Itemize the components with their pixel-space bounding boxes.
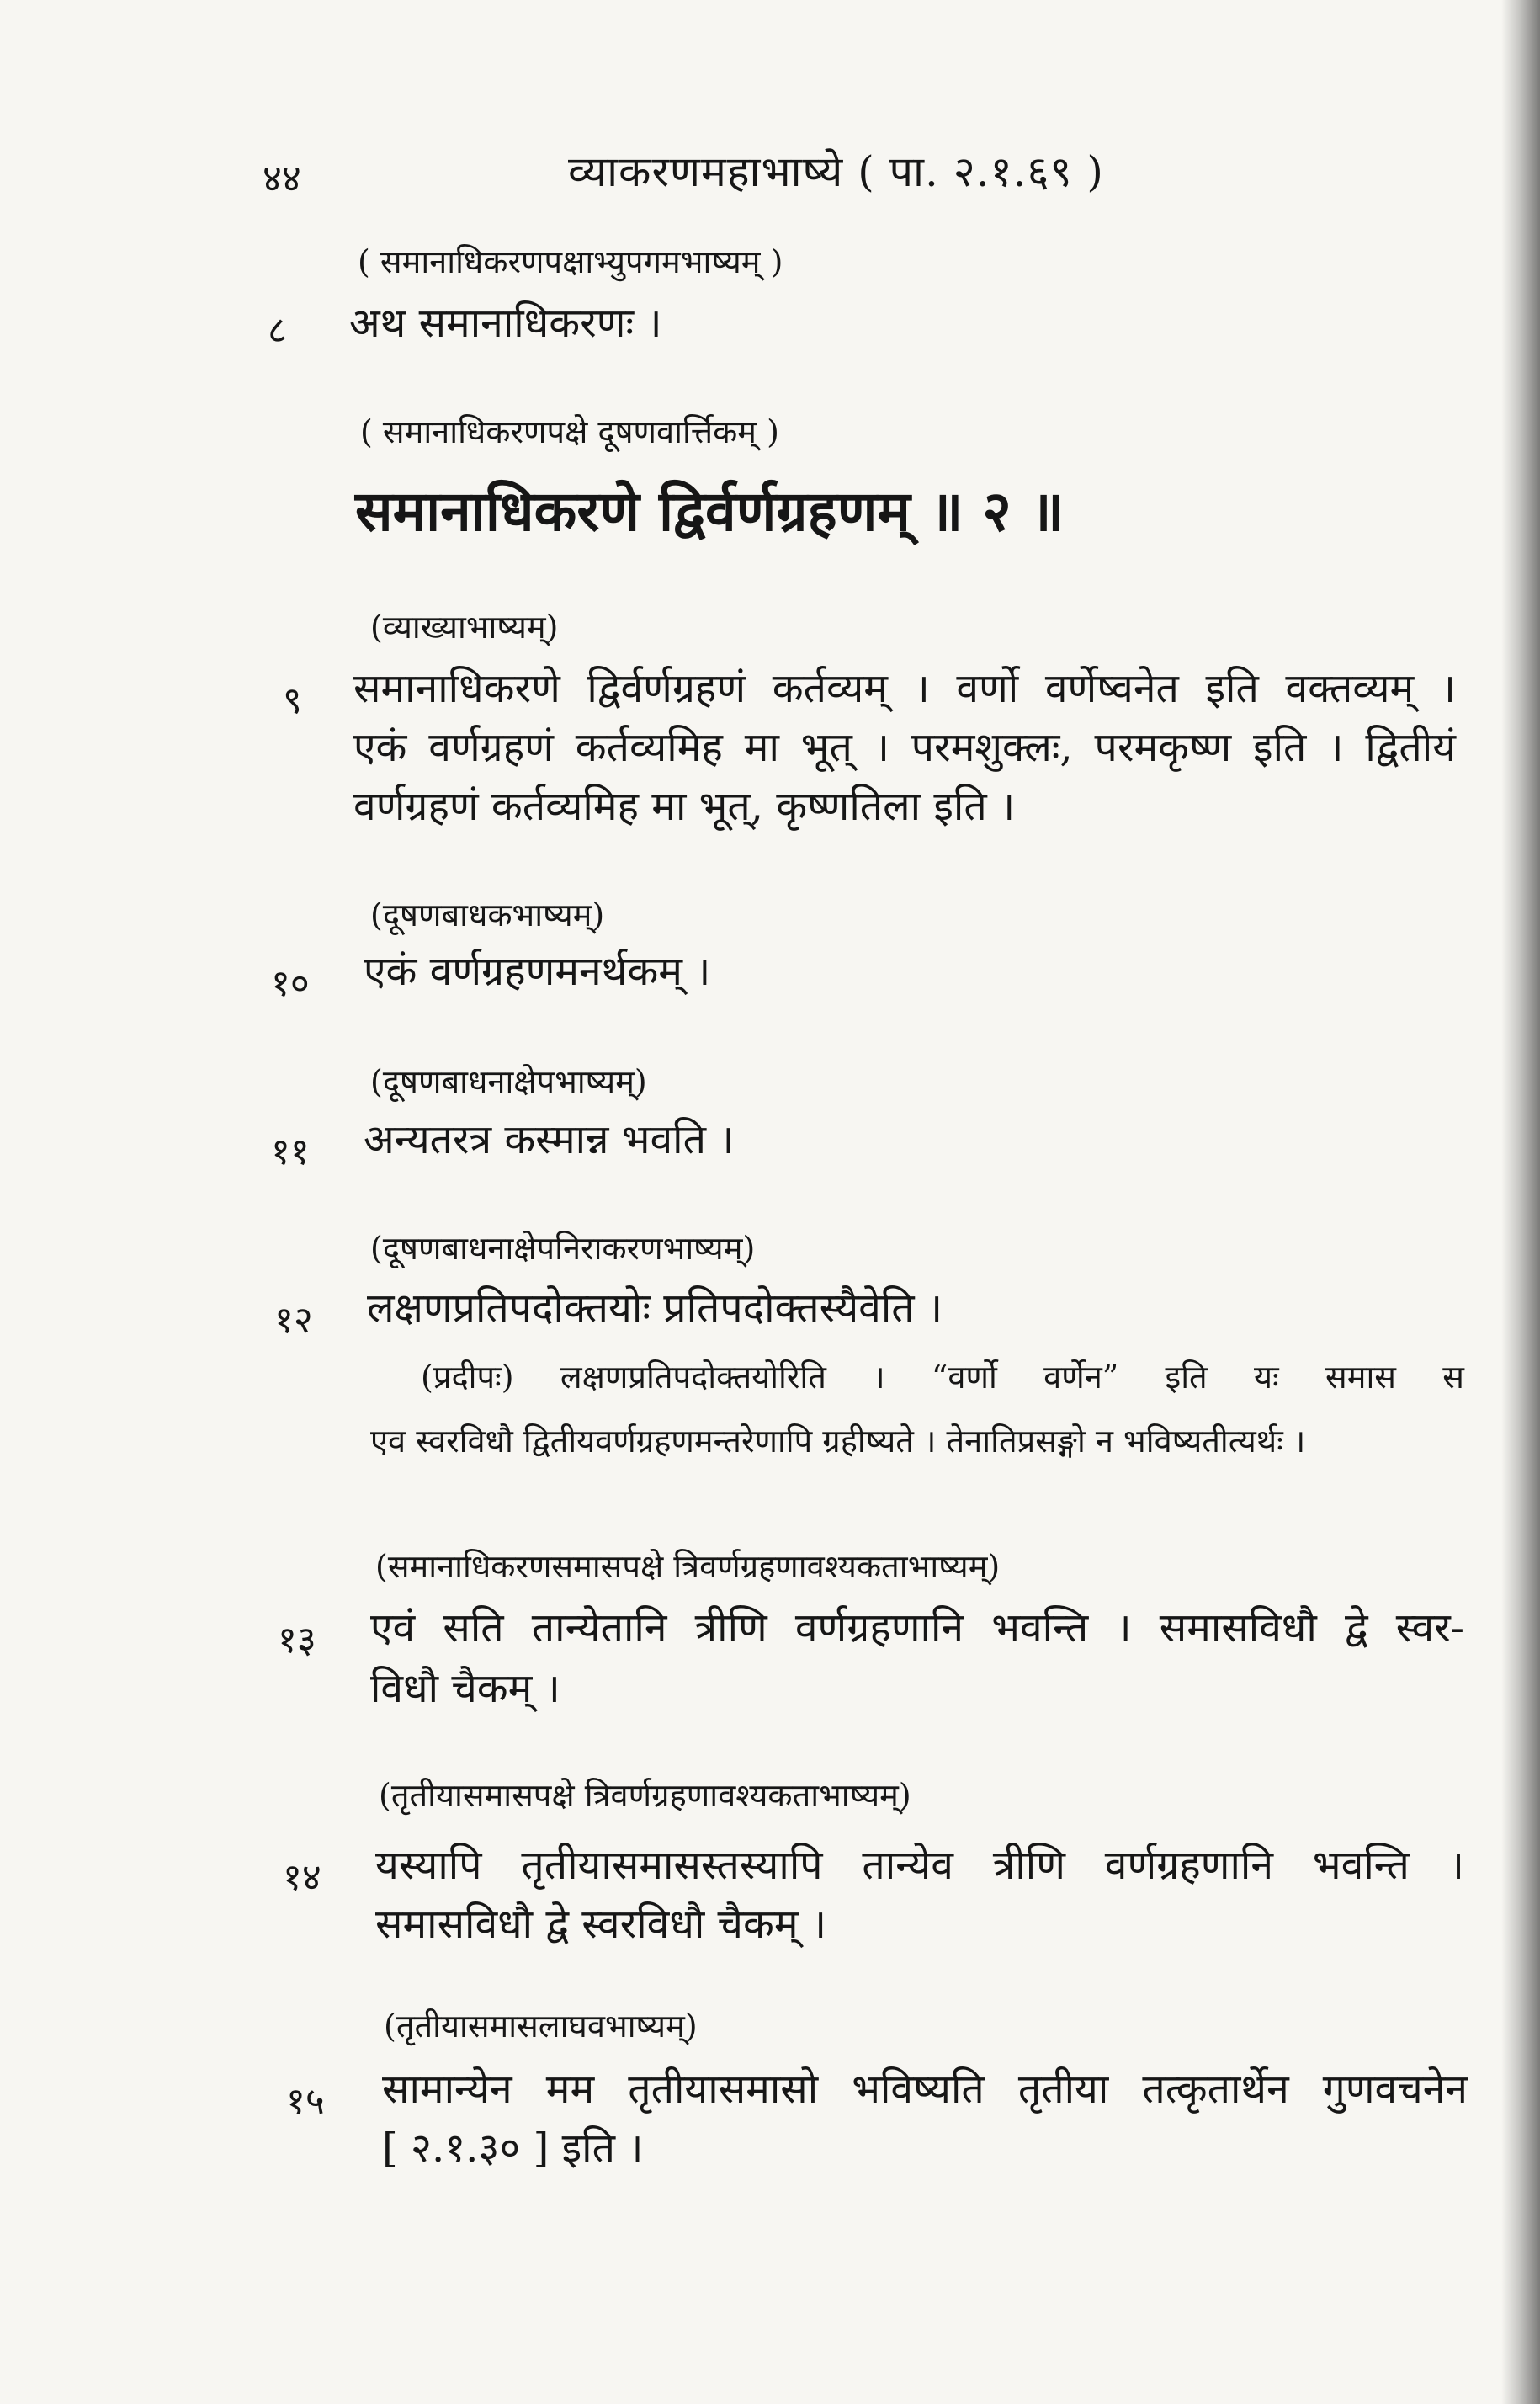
- page-spine-shadow: [1501, 0, 1540, 2404]
- vartika-text: समानाधिकरणे द्विर्वर्णग्रहणम् ॥ २ ॥: [355, 478, 1065, 544]
- paragraph-number: ९: [283, 679, 302, 722]
- section-heading: (तृतीयासमासलाघवभाष्यम्): [384, 2008, 698, 2045]
- section-heading: (दूषणबाधनाक्षेपनिराकरणभाष्यम्): [370, 1230, 756, 1267]
- paragraph-line: समासविधौ द्वे स्वरविधौ चैकम् ।: [375, 1901, 827, 1948]
- paragraph-line: लक्षणप्रतिपदोक्तयोः प्रतिपदोक्तस्यैवेति ।: [367, 1284, 943, 1332]
- section-heading: (दूषणबाधकभाष्यम्): [370, 896, 605, 933]
- section-heading: ( समानाधिकरणपक्षाभ्युपगमभाष्यम् ): [358, 243, 783, 280]
- section-heading: (दूषणबाधनाक्षेपभाष्यम्): [370, 1063, 647, 1100]
- paragraph-line: अन्यतरत्र कस्मान्न भवति ।: [364, 1116, 735, 1163]
- paragraph-number: ११: [271, 1130, 310, 1173]
- paragraph-line: वर्णग्रहणं कर्तव्यमिह मा भूत्, कृष्णतिला इति ।: [353, 783, 1016, 830]
- paragraph-line: एवं सति तान्येतानि त्रीणि वर्णग्रहणानि भवन्ति । समासविधौ द्वे स्वर-: [370, 1604, 1464, 1651]
- paragraph-number: १३: [278, 1619, 316, 1662]
- paragraph-line: यस्यापि तृतीयासमासस्तस्यापि तान्येव त्रीणि वर्णग्रहणानि भवन्ति ।: [375, 1842, 1464, 1889]
- paragraph-line: [ २.१.३० ] इति ।: [382, 2125, 644, 2172]
- running-head: व्याकरणमहाभाष्ये ( पा. २.१.६९ ): [568, 147, 1104, 196]
- paragraph-number: १२: [274, 1299, 313, 1342]
- paragraph-number: १४: [283, 1856, 321, 1899]
- paragraph-number: १०: [271, 962, 310, 1005]
- paragraph-line: समानाधिकरणे द्विर्वर्णग्रहणं कर्तव्यम् । वर्णो वर्णेष्वनेत इति वक्तव्यम् ।: [353, 665, 1456, 712]
- paragraph-line: एकं वर्णग्रहणमनर्थकम् ।: [364, 948, 711, 995]
- paragraph-number: १५: [286, 2080, 325, 2123]
- paragraph-line: एकं वर्णग्रहणं कर्तव्यमिह मा भूत् । परमशुक्लः, परमकृष्ण इति । द्वितीयं: [353, 724, 1456, 771]
- section-heading: (समानाधिकरणसमासपक्षे त्रिवर्णग्रहणावश्यकताभाष्यम्): [375, 1548, 1001, 1585]
- pradipa-line: एव स्वरविधौ द्वितीयवर्णग्रहणमन्तरेणापि ग्रहीष्यते । तेनातिप्रसङ्गो न भविष्यतीत्यर्थः ।: [370, 1423, 1306, 1460]
- paragraph-number: ८: [268, 309, 287, 352]
- paragraph-line: अथ समानाधिकरणः ।: [349, 300, 662, 347]
- section-heading: (तृतीयासमासपक्षे त्रिवर्णग्रहणावश्यकताभाष्यम्): [379, 1777, 911, 1814]
- page-number: ४४: [263, 157, 301, 200]
- section-heading: ( समानाधिकरणपक्षे दूषणवार्त्तिकम् ): [360, 413, 779, 450]
- paragraph-line: सामान्येन मम तृतीयासमासो भविष्यति तृतीया तत्कृतार्थेन गुणवचनेन: [382, 2066, 1468, 2113]
- pradipa-line: (प्रदीपः) लक्षणप्रतिपदोक्तयोरिति । “वर्णो वर्णेन” इति यः समास स: [421, 1359, 1464, 1396]
- paragraph-line: विधौ चैकम् ।: [370, 1665, 560, 1712]
- section-heading: (व्याख्याभाष्यम्): [370, 609, 559, 646]
